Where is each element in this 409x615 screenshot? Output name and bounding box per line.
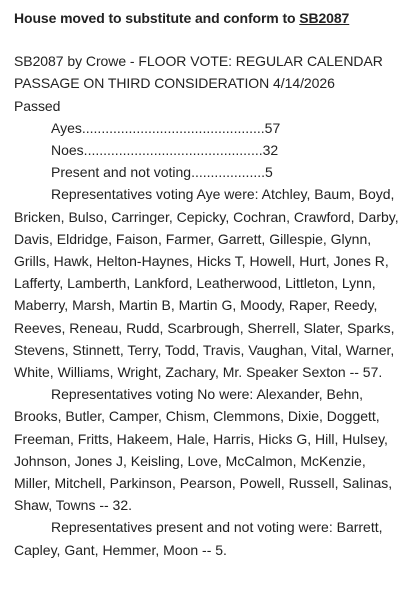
vote-title-line-2: PASSAGE ON THIRD CONSIDERATION 4/14/2026 [14,75,335,92]
vote-result: Passed [14,97,61,114]
vote-title-line-1: SB2087 by Crowe - FLOOR VOTE: REGULAR CALENDAR [14,53,383,70]
noes-tally: Noes..............................................32 [51,142,279,159]
present-not-voting-tally: Present and not voting...................5 [51,164,273,181]
bill-link[interactable]: SB2087 [299,10,350,26]
action-heading-text: House moved to substitute and conform to [14,10,300,26]
ayes-tally: Ayes...............................................57 [51,119,281,136]
aye-voters-paragraph: Representatives voting Aye were: Atchley, Baum, Boyd, Bricken, Bulso, Carringer, Cepicky, Cochran, Crawford, Darby, Davis, Eldridge, Faison, Farmer, Garrett, Gillespie, Glynn, Grills, Hawk, Helton-Haynes, Hicks T, Howell, Hurt, Jones R, Lafferty, Lamberth, Lankford, Leatherwood, Littleton, Lynn, Maberry, Marsh, Martin B, Martin G, Moody, Raper, Reedy, Reeves, Reneau, Rudd, Scarbrough, Sherrell, Slater, Sparks, Stevens, Stinnett, Terry, Todd, Travis, Vaughan, Vital, Warner, White, Williams, Wright, Zachary, Mr. Speaker Sexton -- 57. [14,186,399,381]
no-voters-paragraph: Representatives voting No were: Alexander, Behn, Brooks, Butler, Camper, Chism, Clemmons, Dixie, Doggett, Freeman, Fritts, Hakeem, Hale, Harris, Hicks G, Hill, Hulsey, Johnson, Jones J, Keisling, Love, McCalmon, McKenzie, Miller, Mitchell, Parkinson, Pearson, Powell, Russell, Salinas, Shaw, Towns -- 32. [14,386,393,514]
present-not-voting-paragraph: Representatives present and not voting were: Barrett, Capley, Gant, Hemmer, Moon -- 5. [14,519,383,558]
action-heading [14,7,403,29]
vote-title [14,50,403,117]
